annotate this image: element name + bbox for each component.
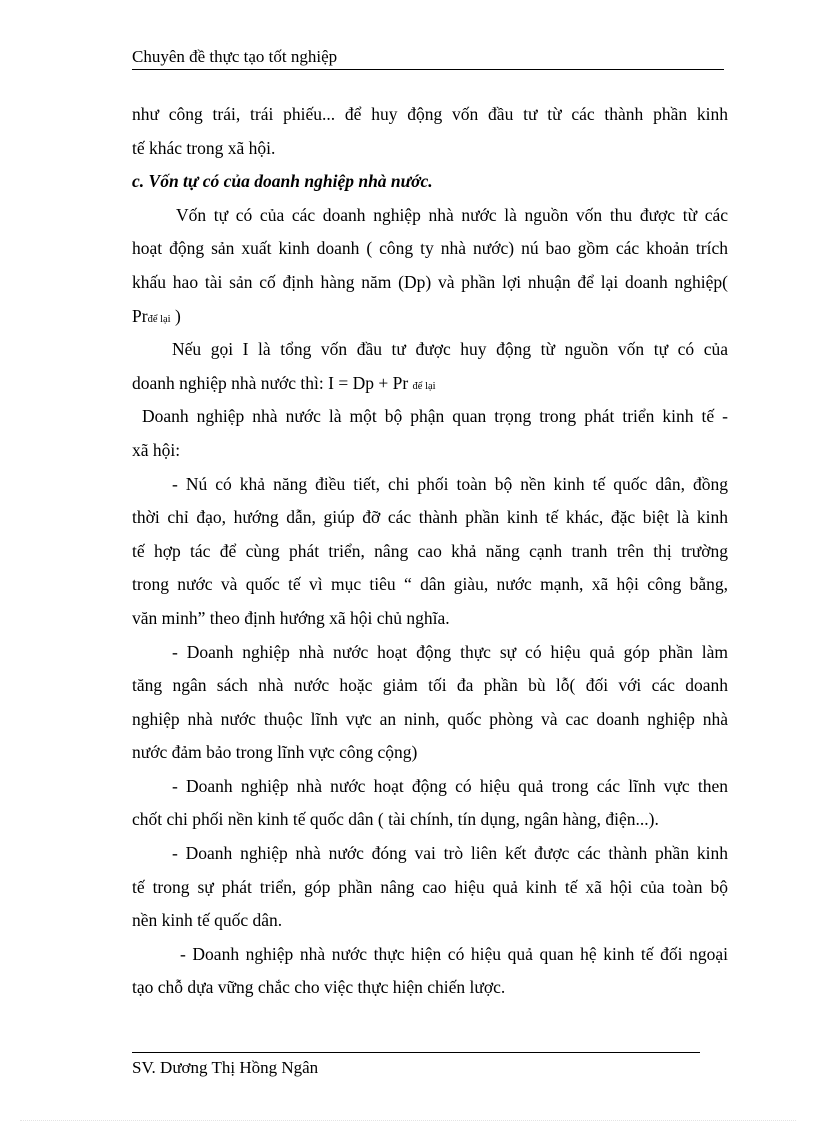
- body-line: nghiệp nhà nước thuộc lĩnh vực an ninh, quốc phòng và cac doanh nghiệp nhà: [132, 708, 728, 729]
- body-line: - Nú có khả năng điều tiết, chi phối toàn bộ nền kinh tế quốc dân, đồng: [172, 473, 728, 494]
- body-line: như công trái, trái phiếu... để huy động vốn đầu tư từ các thành phần kinh: [132, 104, 728, 124]
- body-line: chốt chi phối nền kinh tế quốc dân ( tài chính, tín dụng, ngân hàng, điện...).: [132, 809, 659, 830]
- formula-text: doanh nghiệp nhà nước thì: I = Dp + Pr: [132, 372, 413, 393]
- page-footer-author: SV. Dương Thị Hồng Ngân: [132, 1058, 319, 1077]
- section-heading: c. Vốn tự có của doanh nghiệp nhà nước.: [132, 171, 433, 192]
- formula-term: Pr: [132, 305, 148, 326]
- header-divider: [132, 69, 724, 70]
- body-line: tế hợp tác để cùng phát triển, nâng cao khả năng cạnh tranh trên thị trường: [132, 540, 728, 561]
- body-line: [132, 300, 728, 334]
- document-body: [132, 98, 728, 1005]
- body-line: Nếu gọi I là tổng vốn đầu tư được huy động từ nguồn vốn tự có của: [172, 339, 728, 360]
- body-line: trong nước và quốc tế vì mục tiêu “ dân giàu, nước mạnh, xã hội công bằng,: [132, 574, 728, 595]
- footer-divider: [132, 1052, 700, 1053]
- body-line: thời chỉ đạo, hướng dẫn, giúp đỡ các thành phần kinh tế khác, đặc biệt là kinh: [132, 507, 728, 528]
- formula-subscript: để lại: [412, 380, 436, 392]
- body-line: khấu hao tài sản cố định hàng năm (Dp) và phần lợi nhuận để lại doanh nghiệp(: [132, 271, 728, 292]
- formula-subscript: để lại: [147, 313, 171, 325]
- body-line: tế khác trong xã hội.: [132, 137, 276, 158]
- body-line: xã hội:: [132, 439, 181, 460]
- body-line: hoạt động sản xuất kinh doanh ( công ty nhà nước) nú bao gồm các khoản trích: [132, 238, 728, 259]
- body-line: nền kinh tế quốc dân.: [132, 910, 283, 931]
- body-line: tăng ngân sách nhà nước hoặc giảm tối đa phần bù lỗ( đối với các doanh: [132, 675, 728, 696]
- body-line: tạo chỗ dựa vững chắc cho việc thực hiện chiến lược.: [132, 977, 506, 998]
- formula-term: ): [170, 305, 181, 326]
- body-line: Vốn tự có của các doanh nghiệp nhà nước là nguồn vốn thu được từ các: [176, 204, 728, 225]
- page-header-title: Chuyên đề thực tạo tốt nghiệp: [132, 47, 338, 66]
- body-line: - Doanh nghiệp nhà nước hoạt động thực sự có hiệu quả góp phần làm: [172, 641, 728, 662]
- body-line: - Doanh nghiệp nhà nước thực hiện có hiệu quả quan hệ kinh tế đối ngoại: [180, 943, 728, 964]
- body-line: - Doanh nghiệp nhà nước hoạt động có hiệu quả trong các lĩnh vực then: [172, 775, 728, 796]
- page-bottom-border: [20, 1120, 796, 1121]
- body-line: văn minh” theo định hướng xã hội chủ nghĩa.: [132, 607, 450, 628]
- body-line: nước đảm bảo trong lĩnh vực công cộng): [132, 742, 418, 763]
- formula-line: [132, 367, 728, 401]
- body-line: tế trong sự phát triển, góp phần nâng cao hiệu quả kinh tế xã hội của toàn bộ: [132, 876, 728, 897]
- body-line: Doanh nghiệp nhà nước là một bộ phận quan trọng trong phát triển kinh tế -: [142, 406, 728, 427]
- body-line: - Doanh nghiệp nhà nước đóng vai trò liên kết được các thành phần kinh: [172, 843, 728, 864]
